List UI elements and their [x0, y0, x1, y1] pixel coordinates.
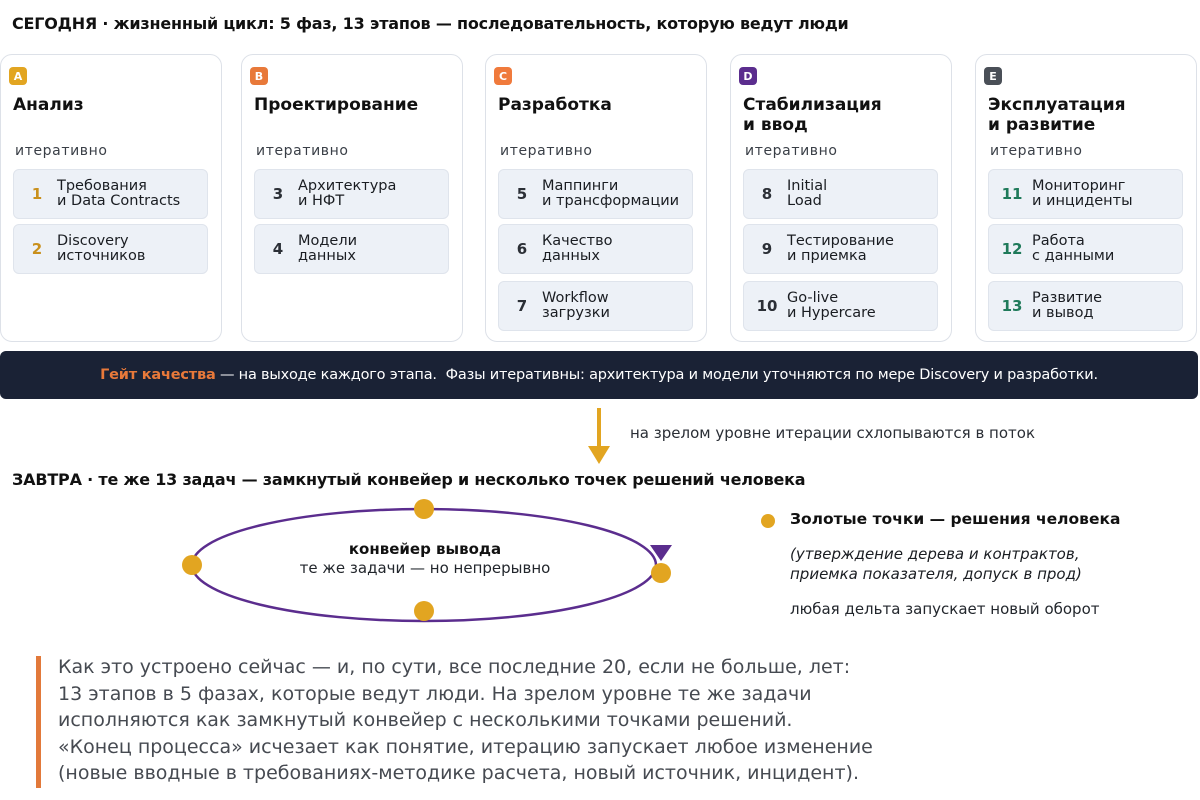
step-label: Discovery источников [57, 233, 146, 264]
step-card [743, 224, 938, 274]
phase-name: Разработка [498, 95, 612, 115]
step-card [498, 169, 693, 219]
decision-point-left [182, 555, 202, 575]
step-number: 11 [1001, 185, 1023, 203]
step-label: Маппинги и трансформации [542, 178, 680, 209]
phase-card-e [975, 54, 1197, 342]
phase-badge: D [739, 67, 757, 85]
step-label: Работа с данными [1032, 233, 1115, 264]
step-card [13, 224, 208, 274]
step-number: 10 [756, 297, 778, 315]
phase-name: Проектирование [254, 95, 419, 115]
decision-point-right [651, 563, 671, 583]
step-number: 1 [31, 185, 43, 203]
step-label: Архитектура и НФТ [298, 178, 397, 209]
step-label: Модели данных [298, 233, 358, 264]
phase-note: итеративно [500, 143, 593, 159]
decision-point-top [414, 499, 434, 519]
step-number: 6 [516, 240, 528, 258]
conveyor-subtitle: те же задачи — но непрерывно [299, 559, 551, 577]
quality-gate-label: Гейт качества [100, 367, 216, 383]
legend-note: любая дельта запускает новый оборот [790, 600, 1100, 618]
decision-point-bottom [414, 601, 434, 621]
step-number: 7 [516, 297, 528, 315]
step-label: Тестирование и приемка [787, 233, 894, 264]
phase-note: итеративно [15, 143, 108, 159]
step-label: Go-live и Hypercare [787, 290, 876, 321]
phase-note: итеративно [745, 143, 838, 159]
quote-text: Как это устроено сейчас — и, по сути, все последние 20, если не больше, лет: 13 этапов в 5 фазах, которые ведут люди. На зрелом уровне те же задачи исполняются как замкнутый конвейер с несколькими точками решений. «Конец процесса» исчезает как понятие, итерацию запускает любое изменение (новые вводные в требованиях-методике расчета, новый источник, инцидент). [58, 656, 873, 784]
phase-card-a [0, 54, 222, 342]
phase-card-b [241, 54, 463, 342]
step-number: 13 [1001, 297, 1023, 315]
step-card [743, 281, 938, 331]
step-card [743, 169, 938, 219]
legend-title: Золотые точки — решения человека [790, 510, 1121, 528]
step-label: Качество данных [542, 233, 613, 264]
quote-accent-bar [36, 656, 41, 788]
step-card [498, 281, 693, 331]
phase-note: итеративно [990, 143, 1083, 159]
step-label: Развитие и вывод [1032, 290, 1103, 321]
quality-gate-banner [0, 351, 1198, 399]
phase-badge: B [250, 67, 268, 85]
phase-note: итеративно [256, 143, 349, 159]
step-number: 5 [516, 185, 528, 203]
step-number: 12 [1001, 240, 1023, 258]
step-number: 8 [761, 185, 773, 203]
phase-name: Анализ [13, 95, 84, 115]
gold-point-icon [761, 514, 775, 528]
step-card [988, 224, 1183, 274]
quality-gate-text: — на выходе каждого этапа. Фазы итеративны: архитектура и модели уточняются по мере Discovery и разработки. [215, 367, 1098, 383]
phase-name: Стабилизация и ввод [743, 95, 882, 135]
step-card [988, 169, 1183, 219]
step-label: Workflow загрузки [542, 290, 610, 321]
step-card [254, 224, 449, 274]
step-label: Требования и Data Contracts [57, 178, 181, 209]
phase-card-d [730, 54, 952, 342]
phase-card-c [485, 54, 707, 342]
phase-badge: E [984, 67, 1002, 85]
step-number: 9 [761, 240, 773, 258]
step-card [13, 169, 208, 219]
down-arrow-icon [586, 408, 612, 466]
step-label: Мониторинг и инциденты [1032, 178, 1133, 209]
tomorrow-title: ЗАВТРА · те же 13 задач — замкнутый конвейер и несколько точек решений человека [12, 470, 806, 489]
step-card [988, 281, 1183, 331]
phase-name: Эксплуатация и развитие [988, 95, 1126, 135]
step-label: Initial Load [787, 178, 828, 209]
step-card [498, 224, 693, 274]
legend-detail: (утверждение дерева и контрактов, приемка показателя, допуск в прод) [790, 545, 1082, 583]
phase-badge: A [9, 67, 27, 85]
phase-badge: C [494, 67, 512, 85]
step-card [254, 169, 449, 219]
step-number: 2 [31, 240, 43, 258]
step-number: 4 [272, 240, 284, 258]
step-number: 3 [272, 185, 284, 203]
conveyor-title: конвейер вывода [348, 540, 502, 558]
arrow-caption: на зрелом уровне итерации схлопываются в поток [630, 424, 1036, 442]
today-title: СЕГОДНЯ · жизненный цикл: 5 фаз, 13 этапов — последовательность, которую ведут люди [12, 14, 849, 33]
